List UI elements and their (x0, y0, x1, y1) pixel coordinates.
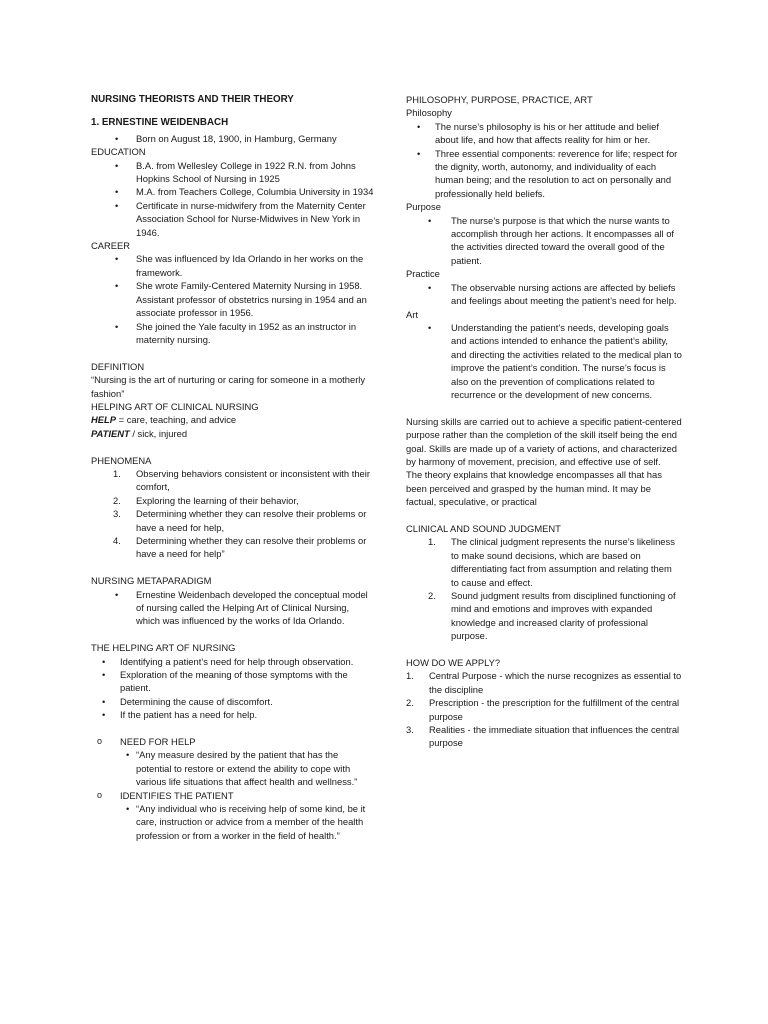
born-list (91, 132, 374, 145)
list-item: 2. Sound judgment results from disciplined functioning of mind and emotions and improves with expanded knowledge and increased clarity of professional purpose. (428, 590, 676, 642)
purpose-list (406, 214, 682, 268)
list-item: • “Any individual who is receiving help of some kind, be it care, instruction or advice from a member of the health profession or from a worker in the field of health.” (120, 802, 374, 842)
list-item: 3. Realities - the immediate situation that influences the central purpose (406, 724, 680, 749)
section-label-clinical: CLINICAL AND SOUND JUDGMENT (406, 522, 561, 534)
list-item: 3. Determining whether they can resolve their problems or have a need for help, (113, 508, 367, 533)
list-item: • Understanding the patient’s needs, developing goals and actions intended to enhance the patient’s ability, and directing the activities related to the medical plan to improve the patient’s condition. The nurse’s focus is also on the prevention of complications related to recurrence or the development of new concerns. (406, 321, 682, 401)
list-item: • M.A. from Teachers College, Columbia University in 1934 (91, 185, 374, 198)
list-item: 4. Determining whether they can resolve their problems or have a need for help” (113, 534, 367, 560)
theory-paragraph: The theory explains that knowledge encompasses all that has been perceived and grasped by the human mind. It may be factual, speculative, or practical (406, 469, 662, 508)
list-item: • The nurse’s philosophy is his or her attitude and belief about life, and how that affects reality for him or her. (406, 120, 682, 147)
theorist-heading: 1. ERNESTINE WEIDENBACH (91, 117, 229, 129)
patient-def: / sick, injured (129, 427, 188, 439)
definition-text: “Nursing is the art of nurturing or caring for someone in a motherly fashion” (91, 374, 366, 399)
list-item: 1. The clinical judgment represents the nurse’s likeliness to make sound decisions, which are based on differentiating fact from assumption and relating them to cause and effect. (428, 536, 675, 588)
document-title: NURSING THEORISTS AND THEIR THEORY (91, 94, 294, 105)
practice-label: Practice (406, 268, 440, 280)
section-label-phenomena: PHENOMENA (91, 454, 152, 466)
list-item: 2. Prescription - the prescription for the fulfillment of the central purpose (406, 697, 680, 722)
list-item: 2. Exploring the learning of their behavior, (113, 494, 299, 506)
help-term: HELP (91, 414, 117, 426)
patient-definition (91, 427, 374, 440)
art-list (406, 321, 682, 401)
section-label-helping-art-nursing: THE HELPING ART OF NURSING (91, 642, 236, 654)
list-item: • Exploration of the meaning of those symptoms with the patient. (91, 668, 374, 695)
need-for-help-list (120, 748, 374, 788)
clinical-list (406, 535, 682, 642)
apply-list (406, 669, 682, 749)
practice-list (406, 281, 682, 308)
list-item: • The nurse’s purpose is that which the nurse wants to accomplish through her actions. It encompasses all of the activities directed toward the overall good of the patient. (406, 214, 682, 268)
section-label-helping-art-clinical: HELPING ART OF CLINICAL NURSING (91, 400, 259, 412)
section-label-metaparadigm: NURSING METAPARADIGM (91, 575, 212, 587)
help-def: = care, teaching, and advice (116, 414, 237, 426)
list-item: • If the patient has a need for help. (91, 708, 374, 721)
metaparadigm-list (91, 588, 374, 628)
patient-term: PATIENT (91, 427, 130, 439)
list-item: 1. Central Purpose - which the nurse recognizes as essential to the discipline (406, 670, 682, 695)
phenomena-list (91, 467, 374, 561)
need-for-help-item (91, 735, 374, 748)
philosophy-label: Philosophy (406, 107, 452, 119)
circle-bullet-icon: o (97, 736, 103, 747)
skills-paragraph: Nursing skills are carried out to achieve a specific patient-centered purpose rather than the completion of the skill itself being the end goal. Skills are made up of a variety of actions, and characterized by harmony of movement, precision, and effective use of self. (406, 415, 682, 467)
section-label-definition: DEFINITION (91, 360, 145, 372)
left-column (91, 93, 374, 842)
list-item: • Born on August 18, 1900, in Hamburg, Germany (91, 132, 374, 145)
art-label: Art (406, 308, 418, 320)
list-item: • Ernestine Weidenbach developed the conceptual model of nursing called the Helping Art of Clinical Nursing, which was influenced by the works of Ida Orlando. (91, 588, 374, 628)
list-item: • B.A. from Wellesley College in 1922 R.N. from Johns Hopkins School of Nursing in 1925 (91, 159, 374, 186)
career-list (91, 252, 374, 346)
identifies-patient-list (120, 802, 374, 842)
identifies-patient-label: IDENTIFIES THE PATIENT (120, 789, 234, 801)
list-item: • She was influenced by Ida Orlando in her works on the framework. (91, 252, 374, 279)
list-item: • The observable nursing actions are affected by beliefs and feelings about meeting the patient’s need for help. (406, 281, 682, 308)
section-label-apply: HOW DO WE APPLY? (406, 657, 501, 669)
purpose-label: Purpose (406, 201, 441, 213)
list-item: • Determining the cause of discomfort. (91, 695, 374, 708)
right-column (406, 93, 682, 750)
list-item: • Identifying a patient’s need for help through observation. (91, 655, 374, 668)
circle-bullet-icon: o (97, 789, 103, 800)
list-item: • Three essential components: reverence for life; respect for the dignity, worth, autonomy, and individuality of each human being; and the resolution to act on personally and professionally held beliefs. (406, 147, 682, 201)
list-item: • “Any measure desired by the patient that has the potential to restore or extend the ability to cope with various life situations that affect health and wellness.” (120, 748, 374, 788)
helping-art-nursing-list (91, 655, 374, 722)
list-item: • She joined the Yale faculty in 1952 as an instructor in maternity nursing. (91, 320, 374, 347)
need-for-help-label: NEED FOR HELP (120, 736, 196, 748)
list-item: • She wrote Family-Centered Maternity Nursing in 1958. Assistant professor of obstetrics nursing in 1954 and an associate professor in 1956. (91, 279, 374, 319)
identifies-patient-item (91, 789, 374, 802)
section-label-education: EDUCATION (91, 146, 146, 158)
help-definition (91, 413, 374, 426)
section-label-ppp: PHILOSOPHY, PURPOSE, PRACTICE, ART (406, 94, 593, 105)
list-item: • Certificate in nurse-midwifery from the Maternity Center Association School for Nurse-Midwives in New York in 1946. (91, 199, 374, 239)
philosophy-list (406, 120, 682, 200)
list-item: 1. Observing behaviors consistent or inconsistent with their comfort, (113, 467, 370, 493)
education-list (91, 159, 374, 239)
section-label-career: CAREER (91, 240, 131, 252)
